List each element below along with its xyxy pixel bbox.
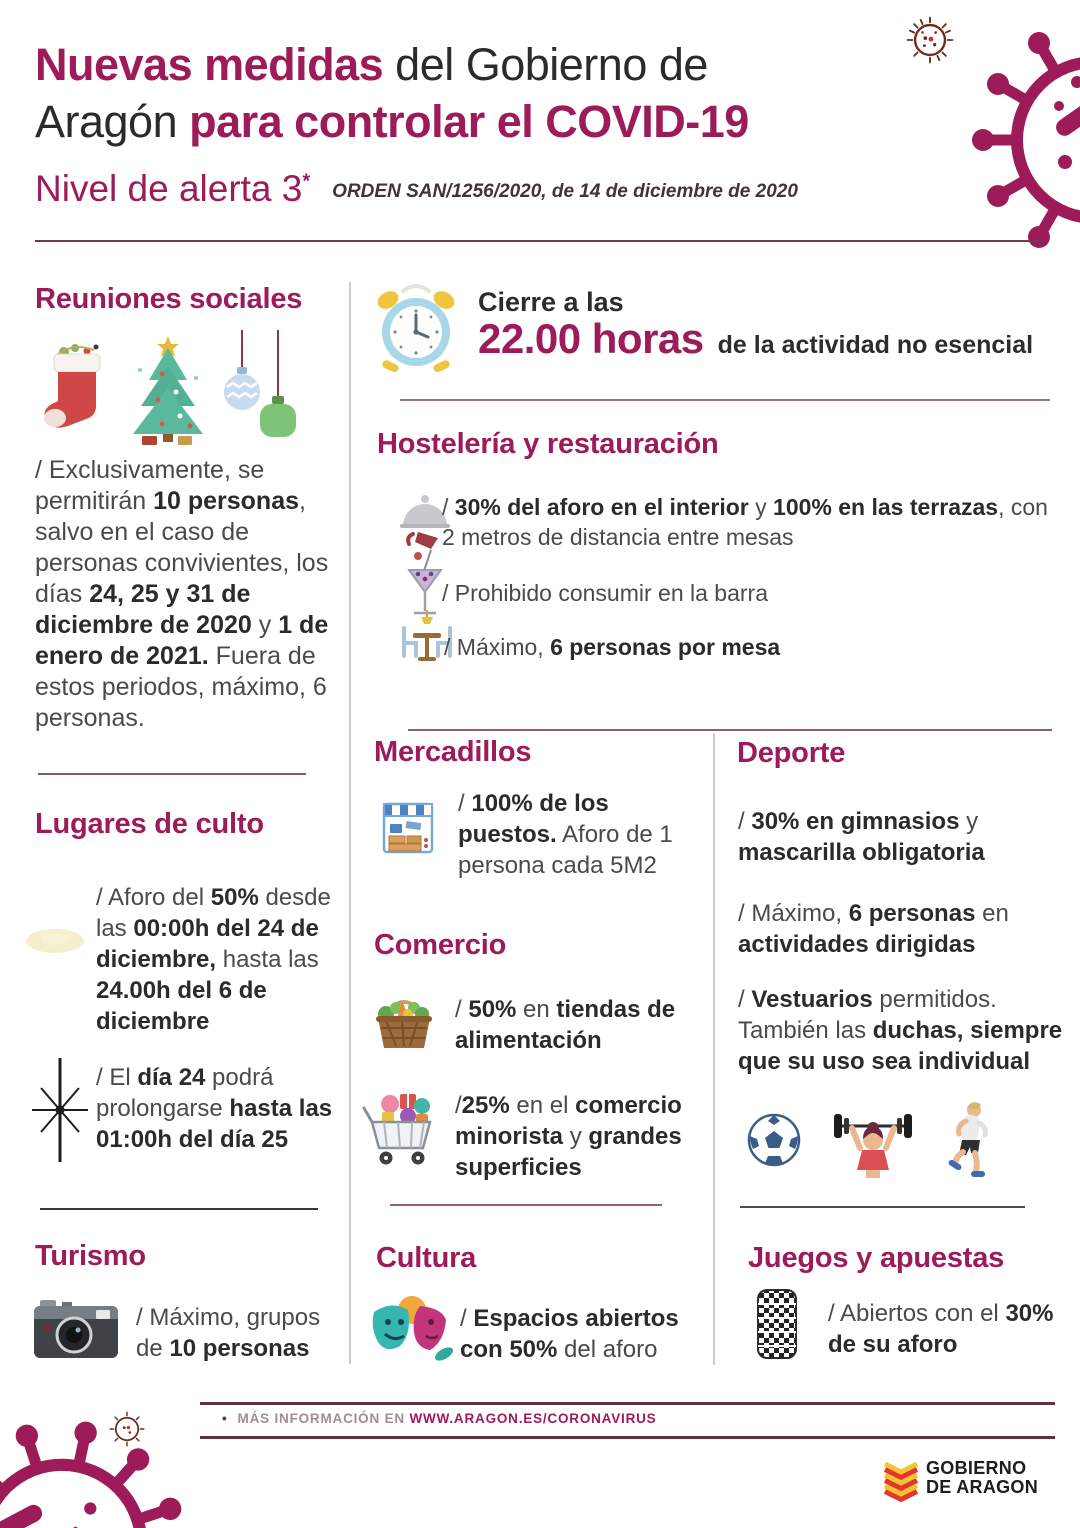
bold-text-segment: mascarilla obligatoria <box>738 839 985 866</box>
closure-intro: Cierre a las <box>478 287 624 317</box>
divider <box>408 729 1052 731</box>
virus-large-icon <box>965 10 1080 270</box>
comercio-rule-text <box>455 994 720 1056</box>
weightlifter-icon <box>834 1106 912 1183</box>
alarm-clock-icon <box>372 280 460 381</box>
text-segment: en <box>975 900 1009 927</box>
divider <box>38 773 306 775</box>
closure-scope: de la actividad no esencial <box>717 331 1034 359</box>
comercio-rule-text <box>455 1090 720 1183</box>
section-title-reuniones: Reuniones sociales <box>35 283 303 315</box>
divider <box>40 1208 318 1210</box>
text-segment: / <box>442 494 455 520</box>
text-segment: / Exclusivamente, se permitirán <box>35 456 265 515</box>
bold-text-segment: 6 personas <box>848 900 976 927</box>
culto-rule-text <box>96 1062 346 1155</box>
text-segment: en el <box>509 1092 576 1119</box>
bold-text-segment: 30% del aforo en el interior <box>454 494 749 520</box>
logo-line: GOBIERNO <box>926 1458 1027 1478</box>
more-info-label: MÁS INFORMACIÓN EN <box>237 1411 410 1426</box>
market-stall-icon <box>382 800 434 861</box>
deporte-rule-text <box>738 806 1053 868</box>
bold-text-segment: 50% <box>210 884 259 911</box>
aragon-flag-logo-icon <box>882 1461 920 1508</box>
text-segment: desde las <box>96 884 331 942</box>
bold-text-segment: comercio minorista <box>455 1092 682 1150</box>
bold-text-segment: hasta las 01:00h del día 25 <box>96 1095 333 1153</box>
grocery-basket-icon <box>372 988 436 1057</box>
text-segment: / <box>455 1092 462 1119</box>
text-segment: / <box>738 808 752 835</box>
christmas-tree-icon <box>128 334 208 451</box>
text-segment: y <box>251 611 279 639</box>
closure-statement <box>478 315 1058 363</box>
text-segment: / Abiertos con el <box>828 1300 1006 1327</box>
text-segment: permitidos. También las <box>738 986 997 1044</box>
bold-text-segment: 10 personas <box>169 1335 310 1362</box>
bullet-dot: • <box>222 1411 228 1426</box>
bold-text-segment: Espacios abiertos con 50% <box>460 1305 679 1363</box>
government-logo <box>926 1459 1038 1497</box>
text-segment: , salvo en el caso de personas convivientes, los días <box>35 487 329 608</box>
soccer-ball-icon <box>746 1112 802 1173</box>
bold-text-segment: actividades dirigidas <box>738 931 976 958</box>
text-segment: / Máximo, <box>444 634 551 660</box>
text-segment: / El <box>96 1064 138 1091</box>
section-title-deporte: Deporte <box>737 737 846 769</box>
christmas-stocking-icon <box>42 336 114 445</box>
bold-text-segment: tiendas de alimentación <box>455 996 676 1054</box>
candle-glow-icon <box>24 922 86 965</box>
text-segment: / <box>458 790 472 817</box>
divider <box>200 1436 1055 1439</box>
column-divider <box>349 282 351 1364</box>
mercadillos-rule-text <box>458 788 713 881</box>
section-title-hosteleria: Hostelería y restauración <box>377 428 719 460</box>
camera-icon <box>34 1298 118 1365</box>
text-segment: Aforo de 1 persona cada 5M2 <box>458 821 673 879</box>
alert-level-row <box>35 168 798 210</box>
poker-chips-icon <box>754 1288 800 1365</box>
text-segment: / Máximo, <box>738 900 849 927</box>
bold-text-segment: 100% de los puestos. <box>458 790 609 848</box>
text-segment: podrá prolongarse <box>96 1064 274 1122</box>
section-title-mercadillos: Mercadillos <box>374 736 532 768</box>
bold-text-segment: 30% en gimnasios <box>751 808 960 835</box>
divider <box>35 240 1043 242</box>
hosteleria-rule-text <box>442 492 1057 552</box>
logo-line: DE ARAGON <box>926 1477 1039 1497</box>
shopping-cart-icon <box>360 1088 442 1175</box>
closure-time: 22.00 horas <box>478 315 704 362</box>
more-info-line <box>222 1411 656 1426</box>
order-reference: ORDEN SAN/1256/2020, de 14 de diciembre de 2020 <box>332 181 798 202</box>
theater-masks-icon <box>368 1292 456 1369</box>
christmas-ornaments-icon <box>220 330 300 449</box>
deporte-rule-text <box>738 984 1063 1077</box>
text-segment: del aforo <box>557 1336 658 1363</box>
bold-text-segment: 30% de su aforo <box>828 1300 1054 1358</box>
deporte-rule-text <box>738 898 1053 960</box>
hosteleria-rule-text <box>444 632 964 662</box>
runner-icon <box>938 1100 996 1183</box>
divider <box>390 1204 662 1206</box>
bold-text-segment: 00:00h del 24 de diciembre, <box>96 915 319 973</box>
bold-text-segment: día 24 <box>137 1064 206 1091</box>
hosteleria-rule-text: / Prohibido consumir en la barra <box>442 580 768 606</box>
juegos-rule-text <box>828 1298 1063 1360</box>
cultura-rule-text <box>460 1303 720 1365</box>
text-segment: / <box>738 986 752 1013</box>
text-segment: / <box>455 996 469 1023</box>
title-accent: para controlar el COVID-19 <box>189 96 749 147</box>
divider <box>200 1402 1055 1405</box>
text-segment: y <box>563 1123 589 1150</box>
bold-text-segment: 24.00h del 6 de diciembre <box>96 977 267 1035</box>
divider <box>740 1206 1025 1208</box>
bold-text-segment: duchas, siempre que su uso sea individual <box>738 1017 1063 1075</box>
bold-text-segment: 1 de enero de 2021. <box>35 611 329 670</box>
section-title-juegos: Juegos y apuestas <box>748 1242 1005 1274</box>
alert-level: Nivel de alerta 3* <box>35 168 311 209</box>
title-accent: Nuevas medidas <box>35 39 384 90</box>
text-segment: Fuera de estos periodos, máximo, 6 personas. <box>35 642 327 732</box>
bold-text-segment: grandes superficies <box>455 1123 682 1181</box>
footnote-mark: * <box>302 170 311 193</box>
section-title-culto: Lugares de culto <box>35 808 264 840</box>
section-title-comercio: Comercio <box>374 929 507 961</box>
section-title-turismo: Turismo <box>35 1240 146 1272</box>
text-segment: , con 2 metros de distancia entre mesas <box>442 494 1048 550</box>
bold-text-segment: 100% en las terrazas <box>773 494 999 520</box>
divider <box>400 399 1050 401</box>
section-title-cultura: Cultura <box>376 1242 477 1274</box>
page-title: Nuevas medidas del Gobierno de Aragón para controlar el COVID-19 <box>35 39 749 147</box>
text-segment: y <box>748 494 774 520</box>
text-segment: / Aforo del <box>96 884 211 911</box>
virus-small-icon <box>106 1408 148 1450</box>
text-segment: / Máximo, grupos de <box>136 1304 321 1362</box>
bold-text-segment: Vestuarios <box>751 986 873 1013</box>
text-segment: en <box>516 996 557 1023</box>
star-icon <box>28 1058 92 1167</box>
coronavirus-info-link[interactable]: WWW.ARAGON.ES/CORONAVIRUS <box>409 1411 657 1426</box>
reuniones-rule-text <box>35 455 340 734</box>
text-segment: / <box>460 1305 474 1332</box>
bold-text-segment: 50% <box>468 996 517 1023</box>
bold-text-segment: 25% <box>461 1092 510 1119</box>
culto-rule-text <box>96 882 341 1037</box>
bold-text-segment: 6 personas por mesa <box>550 634 781 660</box>
turismo-rule-text <box>136 1302 351 1364</box>
text-segment: y <box>959 808 979 835</box>
bold-text-segment: 24, 25 y 31 de diciembre de 2020 <box>35 580 252 639</box>
bold-text-segment: 10 personas <box>153 487 300 515</box>
text-segment: hasta las <box>216 946 319 973</box>
